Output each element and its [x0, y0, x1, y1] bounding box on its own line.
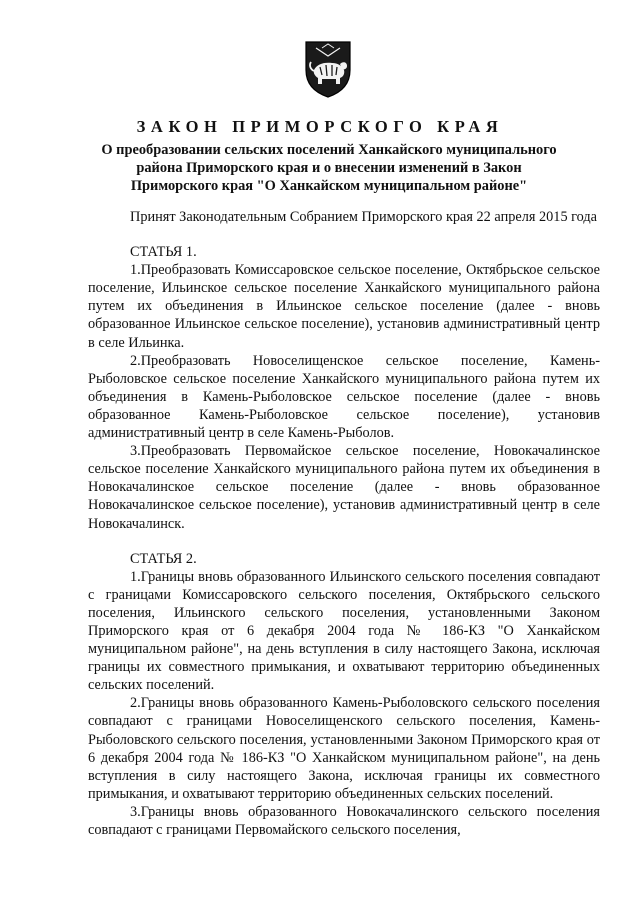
adoption-note: Принят Законодательным Собранием Приморского края 22 апреля 2015 года: [130, 209, 598, 225]
law-subtitle: О преобразовании сельских поселений Ханкайского муниципального района Приморского края и о внесении изменений в Закон Приморского края "О Ханкайском муниципальном районе": [101, 142, 557, 194]
article-2-paragraph-3: 3.Границы вновь образованного Новокачалинского сельского поселения совпадают с границами Первомайского сельского поселения,: [88, 803, 600, 838]
article-1-paragraph-1: 1.Преобразовать Комиссаровское сельское поселение, Октябрьское сельское поселение, Ильинское сельское поселение Ханкайского муниципального района путем их объединения в Ильинское сельское поселение (далее - вновь образованное Ильинское сельское поселение), установив административный центр в селе Ильинка.: [88, 262, 600, 351]
article-1-paragraph-2: 2.Преобразовать Новоселищенское сельское поселение, Камень-Рыболовское сельское поселение Ханкайского муниципального района путем их объединения в Камень-Рыболовское сельское поселение (далее - вновь образованное Камень-Рыболовское сельское поселение), установив административный центр в селе Камень-Рыболов.: [88, 352, 600, 442]
primorsky-krai-tiger-emblem-icon: [302, 40, 354, 98]
article-2-paragraph-2: 2.Границы вновь образованного Камень-Рыболовского сельского поселения совпадают с границами Новоселищенского сельского поселения, Камень-Рыболовского сельского поселения, установленными Законом Приморского края от 6 декабря 2004 года № 186-КЗ "О Ханкайском муниципальном районе", на день вступления в силу настоящего Закона, исключая границы их совместного примыкания, и охватывают территорию объединенных сельских поселений.: [88, 695, 600, 802]
law-title: ЗАКОН ПРИМОРСКОГО КРАЯ: [136, 117, 504, 136]
article-2-paragraph-1: 1.Границы вновь образованного Ильинского сельского поселения совпадают с границами Комиссаровского сельского поселения, Октябрьского сельского поселения, Ильинского сельского поселения, установленными Законом Приморского края от 6 декабря 2004 года № 186-КЗ "О Ханкайском муниципальном районе", на день вступления в силу настоящего Закона, исключая границы их совместного примыкания, и охватывают территорию объединенных сельских поселений.: [88, 568, 600, 694]
law-body: [88, 208, 600, 839]
article-1-heading: СТАТЬЯ 1.: [130, 244, 197, 261]
article-2-heading: СТАТЬЯ 2.: [130, 550, 197, 567]
article-1-paragraph-3: 3.Преобразовать Первомайское сельское поселение, Новокачалинское сельское поселение Ханкайского муниципального района путем их объединения в Новокачалинское сельское поселение (далее - вновь образованное Новокачалинское сельское поселение), установив административный центр в селе Новокачалинск.: [88, 443, 600, 532]
